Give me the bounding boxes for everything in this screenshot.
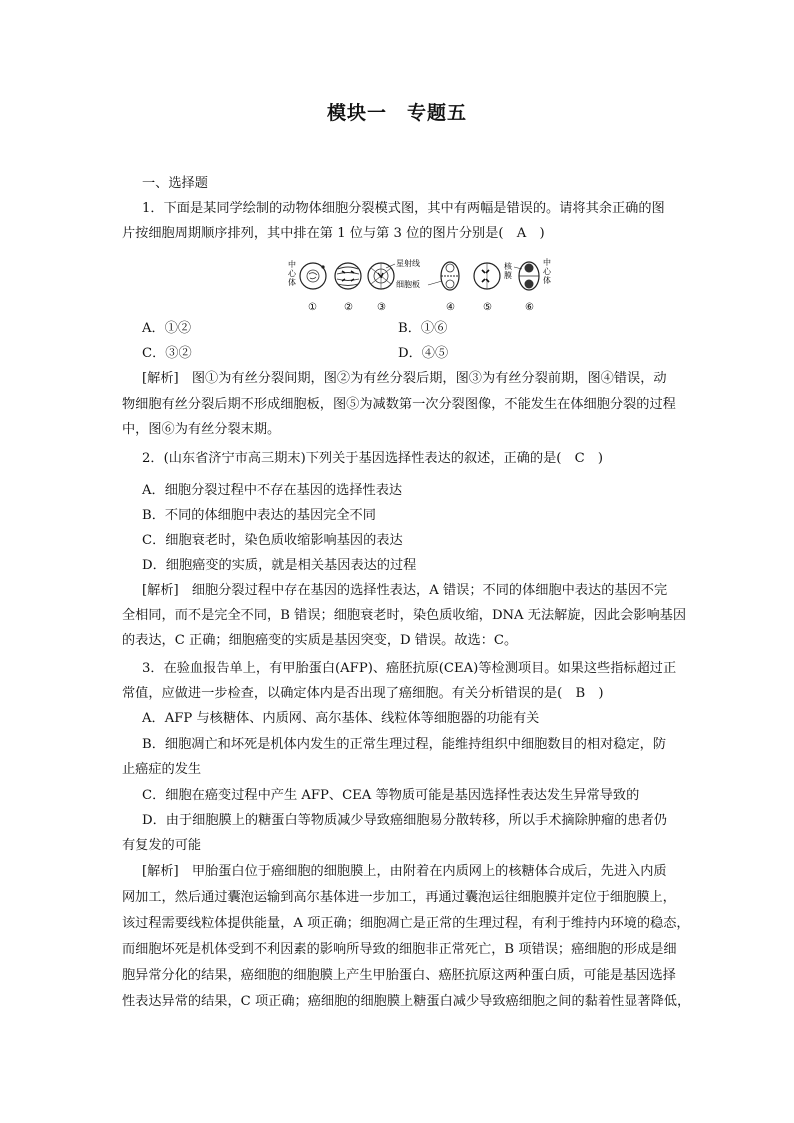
q3-analysis-line-5: 胞异常分化的结果，癌细胞的细胞膜上产生甲胎蛋白、癌胚抗原这两种蛋白质，可能是基因选择 xyxy=(122,968,676,983)
q2-stem: 2．(山东省济宁市高三期末)下列关于基因选择性表达的叙述，正确的是( C ) xyxy=(142,451,604,466)
q2-option-c: C．细胞衰老时，染色质收缩影响基因的表达 xyxy=(142,533,403,548)
figure-number-6: ⑥ xyxy=(525,302,534,313)
q3-option-a: A．AFP 与核糖体、内质网、高尔基体、线粒体等细胞器的功能有关 xyxy=(142,711,540,726)
section-heading: 一、选择题 xyxy=(142,176,208,191)
q2-option-a: A．细胞分裂过程中不存在基因的选择性表达 xyxy=(142,483,403,498)
q3-option-c: C．细胞在癌变过程中产生 AFP、CEA 等物质可能是基因选择性表达发生异常导致的 xyxy=(142,788,640,803)
q3-option-b-line-1: B．细胞凋亡和坏死是机体内发生的正常生理过程，能维持组织中细胞数目的相对稳定，防 xyxy=(142,737,666,752)
q2-option-b: B．不同的体细胞中表达的基因完全不同 xyxy=(142,508,376,523)
q2-option-d: D．细胞癌变的实质，就是相关基因表达的过程 xyxy=(142,558,417,573)
q2-analysis-line-1: [解析] 细胞分裂过程中存在基因的选择性表达，A 错误；不同的体细胞中表达的基因不完 xyxy=(142,583,668,598)
label-centrosome-right: 中 心 体 xyxy=(543,258,551,285)
q1-stem-line-1: 1．下面是某同学绘制的动物体细胞分裂模式图，其中有两幅是错误的。请将其余正确的图 xyxy=(142,201,665,216)
cell-1-drawing xyxy=(300,263,326,289)
cell-6-drawing xyxy=(519,262,539,290)
q3-analysis-line-3: 该过程需要线粒体提供能量，A 项正确；细胞凋亡是正常的生理过程，有利于维持内环境的稳态， xyxy=(122,916,690,931)
q1-option-a: A．①② xyxy=(142,321,192,336)
q3-stem-line-2: 常值，应做进一步检查，以确定体内是否出现了癌细胞。有关分析错误的是( B ) xyxy=(122,686,604,701)
cell-5-drawing xyxy=(474,263,500,289)
q2-analysis-line-2: 全相同，而不是完全不同，B 错误；细胞衰老时，染色质收缩，DNA 无法解旋，因此会影响基因 xyxy=(122,608,687,623)
cell-division-figure xyxy=(282,255,554,315)
q1-option-d: D．④⑤ xyxy=(398,346,449,361)
figure-number-2: ② xyxy=(344,302,353,313)
label-nuclear-membrane: 核 膜 xyxy=(504,262,512,280)
q3-stem-line-1: 3．在验血报告单上，有甲胎蛋白(AFP)、癌胚抗原(CEA)等检测项目。如果这些指标超过正 xyxy=(142,661,677,676)
q1-analysis-line-1: [解析] 图①为有丝分裂间期，图②为有丝分裂后期，图③为有丝分裂前期，图④错误，动 xyxy=(142,371,667,386)
q3-analysis-line-1: [解析] 甲胎蛋白位于癌细胞的细胞膜上，由附着在内质网上的核糖体合成后，先进入内质 xyxy=(142,864,667,879)
cell-2-drawing xyxy=(335,263,361,289)
q3-analysis-line-6: 性表达异常的结果，C 项正确；癌细胞的细胞膜上糖蛋白减少导致癌细胞之间的黏着性显著降低， xyxy=(122,994,691,1009)
label-cell-plate: 细胞板 xyxy=(396,280,420,289)
q2-analysis-line-3: 的表达，C 正确；细胞癌变的实质是基因突变，D 错误。故选：C。 xyxy=(122,633,518,648)
q3-analysis-line-4: 而细胞坏死是机体受到不利因素的影响所导致的细胞非正常死亡，B 项错误；癌细胞的形成是细 xyxy=(122,942,677,957)
label-aster: 星射线 xyxy=(396,259,420,268)
label-centrosome-left: 中 心 体 xyxy=(288,260,296,287)
q3-option-b-line-2: 止癌症的发生 xyxy=(122,762,202,777)
q1-analysis-line-3: 中，图⑥为有丝分裂末期。 xyxy=(122,422,281,437)
figure-number-4: ④ xyxy=(446,302,455,313)
cell-3-drawing xyxy=(368,263,394,289)
q1-analysis-line-2: 物细胞有丝分裂后期不形成细胞板，图⑤为减数第一次分裂图像，不能发生在体细胞分裂的过程 xyxy=(122,397,676,412)
q1-option-c: C．③② xyxy=(142,346,192,361)
q3-analysis-line-2: 网加工，然后通过囊泡运输到高尔基体进一步加工，再通过囊泡运往细胞膜并定位于细胞膜上， xyxy=(122,890,676,905)
page-title: 模块一 专题五 xyxy=(326,102,467,124)
q3-option-d-line-2: 有复发的可能 xyxy=(122,838,202,853)
q1-stem-line-2: 片按细胞周期顺序排列，其中排在第 1 位与第 3 位的图片分别是( A ) xyxy=(122,226,545,241)
q3-option-d-line-1: D．由于细胞膜上的糖蛋白等物质减少导致癌细胞易分散转移，所以手术摘除肿瘤的患者仍 xyxy=(142,813,667,828)
figure-number-3: ③ xyxy=(377,302,386,313)
cell-4-drawing xyxy=(441,262,459,290)
figure-number-5: ⑤ xyxy=(483,302,492,313)
figure-number-1: ① xyxy=(308,302,317,313)
q1-option-b: B．①⑥ xyxy=(398,321,448,336)
